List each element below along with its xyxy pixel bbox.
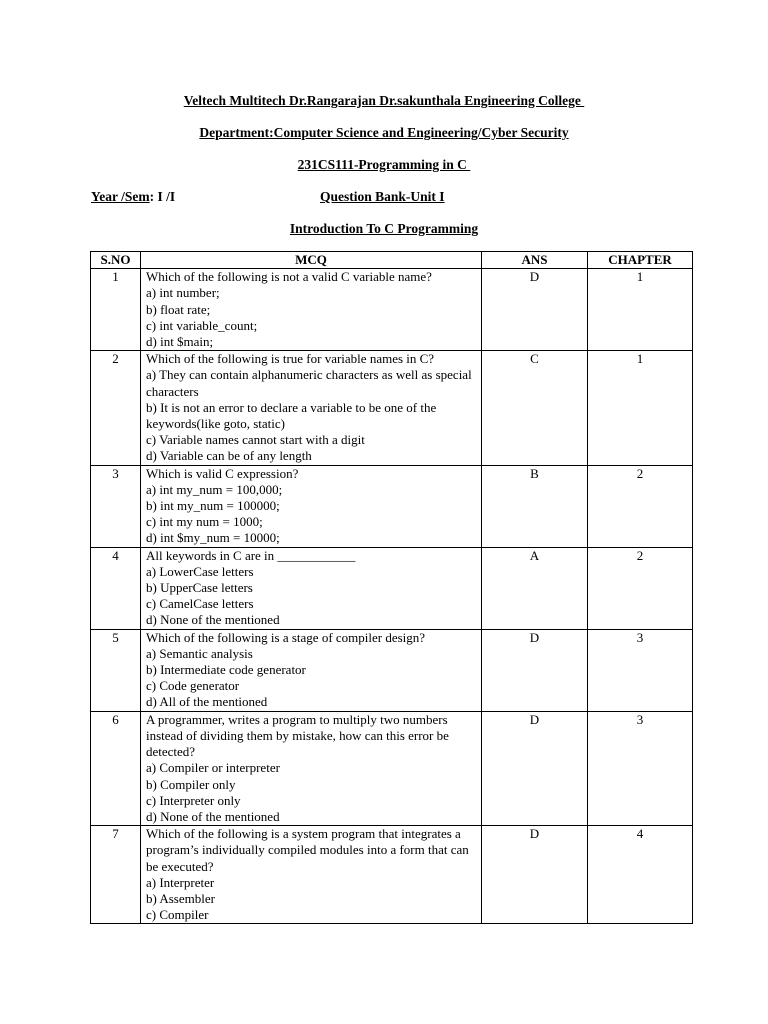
table-row (91, 629, 693, 711)
row-sno: 5 (91, 629, 141, 711)
row-sno: 2 (91, 351, 141, 465)
question-bank-title: Question Bank-Unit I (320, 189, 445, 204)
mcq-table (90, 251, 693, 924)
row-sno: 4 (91, 547, 141, 629)
option-text: b) Compiler only (146, 776, 236, 792)
option-text: d) None of the mentioned (146, 808, 280, 824)
row-chapter: 4 (588, 826, 693, 924)
year-sem (91, 189, 175, 205)
question-text: A programmer, writes a program to multiply two numbers instead of dividing them by mistake, how can this error be detected? (146, 711, 449, 760)
option-text: b) int my_num = 100000; (146, 498, 280, 514)
row-question (141, 269, 482, 351)
table-row (91, 269, 693, 351)
row-question (141, 465, 482, 547)
course-title: 231CS111-Programming in C (297, 157, 471, 172)
question-text: Which of the following is a system program that integrates a program’s individually compiled modules into a form that can be executed? (146, 826, 469, 874)
option-text: b) Intermediate code generator (146, 662, 306, 678)
row-answer: B (482, 465, 588, 547)
option-text: a) Semantic analysis (146, 645, 253, 661)
option-text: d) int $main; (146, 334, 214, 350)
option-text: b) UpperCase letters (146, 580, 253, 596)
option-text: a) They can contain alphanumeric characters as well as special characters (146, 367, 472, 399)
college-name: Veltech Multitech Dr.Rangarajan Dr.sakunthala Engineering College (183, 93, 585, 108)
option-text: d) int $my_num = 10000; (146, 530, 280, 546)
question-text: Which of the following is not a valid C variable name? (146, 269, 432, 285)
option-text: a) int my_num = 100,000; (146, 481, 283, 497)
option-text: b) float rate; (146, 301, 211, 317)
department-title: Department:Computer Science and Engineering/Cyber Security (199, 125, 569, 140)
column-header-mcq: MCQ (141, 252, 482, 269)
row-sno: 1 (91, 269, 141, 351)
option-text: c) int my num = 1000; (146, 514, 263, 530)
option-text: c) Code generator (146, 678, 240, 694)
row-chapter: 2 (588, 465, 693, 547)
year-sem-value: : I /I (149, 189, 176, 204)
question-text: All keywords in C are in ____________ (146, 547, 356, 563)
row-question (141, 711, 482, 825)
option-text: c) int variable_count; (146, 317, 258, 333)
row-sno: 3 (91, 465, 141, 547)
option-text: d) All of the mentioned (146, 694, 268, 710)
table-body (91, 269, 693, 924)
column-header-ans: ANS (482, 252, 588, 269)
column-header-sno: S.NO (91, 252, 141, 269)
option-text: a) Compiler or interpreter (146, 760, 280, 776)
option-text: b) It is not an error to declare a variable to be one of the keywords(like goto, static) (146, 399, 437, 432)
option-text: c) Compiler (146, 907, 209, 923)
option-text: a) int number; (146, 285, 220, 301)
option-text: c) Variable names cannot start with a digit (146, 432, 365, 448)
option-text: c) CamelCase letters (146, 596, 254, 612)
row-sno: 7 (91, 826, 141, 924)
question-text: Which is valid C expression? (146, 465, 299, 481)
column-header-chapter: CHAPTER (588, 252, 693, 269)
year-sem-label: Year /Sem (91, 189, 150, 204)
option-text: b) Assembler (146, 890, 215, 906)
row-question (141, 826, 482, 924)
row-answer: D (482, 826, 588, 924)
row-chapter: 1 (588, 351, 693, 465)
table-row (91, 351, 693, 465)
table-row (91, 465, 693, 547)
option-text: a) Interpreter (146, 874, 215, 890)
topic-title: Introduction To C Programming (289, 221, 479, 236)
option-text: a) LowerCase letters (146, 563, 254, 579)
table-row (91, 547, 693, 629)
row-question (141, 629, 482, 711)
option-text: c) Interpreter only (146, 792, 241, 808)
option-text: d) Variable can be of any length (146, 448, 312, 464)
table-row (91, 826, 693, 924)
option-text: d) None of the mentioned (146, 612, 280, 628)
question-text: Which of the following is a stage of compiler design? (146, 629, 426, 645)
row-answer: D (482, 629, 588, 711)
row-chapter: 1 (588, 269, 693, 351)
row-chapter: 3 (588, 629, 693, 711)
table-header-row (91, 252, 693, 269)
question-text: Which of the following is true for variable names in C? (146, 351, 435, 367)
row-chapter: 3 (588, 711, 693, 825)
table-row (91, 711, 693, 825)
row-answer: C (482, 351, 588, 465)
row-answer: D (482, 711, 588, 825)
row-question (141, 351, 482, 465)
row-question (141, 547, 482, 629)
row-sno: 6 (91, 711, 141, 825)
row-answer: A (482, 547, 588, 629)
row-chapter: 2 (588, 547, 693, 629)
row-answer: D (482, 269, 588, 351)
